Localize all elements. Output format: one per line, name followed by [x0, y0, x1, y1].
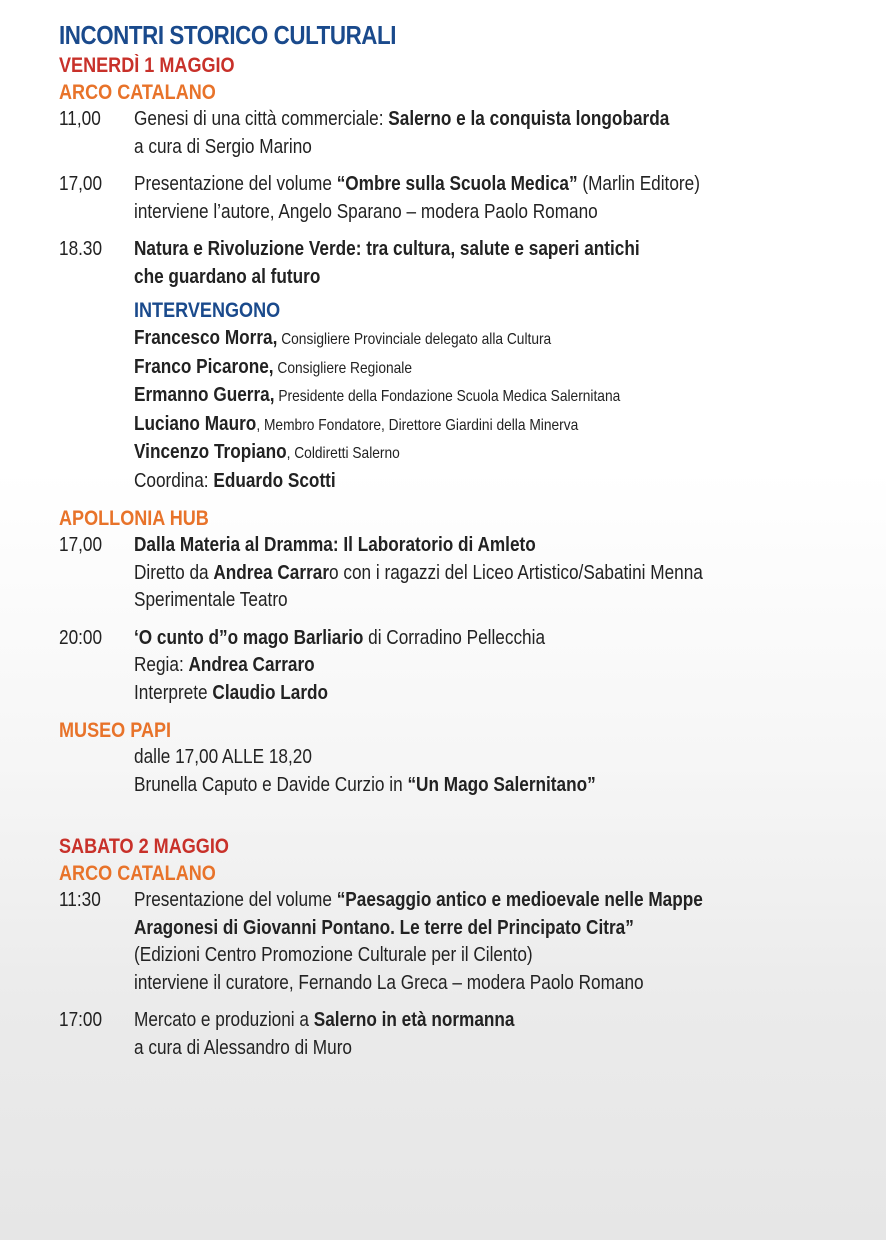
coordinator-label: Coordina:: [134, 469, 214, 492]
event-text: Regia:: [134, 654, 189, 676]
speaker-role: Consigliere Regionale: [273, 359, 413, 377]
event-item: [59, 106, 859, 161]
event-text: o con i ragazzi del Liceo Artistico/Sabatini Menna: [329, 561, 703, 584]
event-line: interviene il curatore, Fernando La Greca – modera Paolo Romano: [134, 971, 644, 994]
event-time: 17,00: [59, 534, 103, 556]
event-title: Aragonesi di Giovanni Pontano. Le terre del Principato Citra”: [134, 916, 634, 939]
event-text: Presentazione del volume: [134, 889, 337, 911]
speakers-heading: INTERVENGONO: [134, 299, 281, 322]
event-line: [134, 887, 758, 915]
speaker: [134, 354, 758, 383]
event-line: [134, 625, 758, 653]
coordinator: [134, 468, 758, 496]
event-title: “Un Mago Salernitano”: [407, 773, 596, 796]
event-item: [59, 744, 859, 799]
event-line: [134, 680, 758, 708]
event-time: 20:00: [59, 626, 103, 649]
event-line: [134, 652, 758, 680]
event-description: [134, 887, 859, 997]
event-line: (Edizioni Centro Promozione Culturale per il Cilento): [134, 944, 533, 966]
event-title: ‘O cunto d”o mago Barliario: [134, 626, 364, 649]
event-line: [134, 1007, 758, 1035]
event-time: [59, 744, 124, 799]
event-line: interviene l’autore, Angelo Sparano – modera Paolo Romano: [134, 200, 598, 223]
performer-name: Claudio Lardo: [212, 681, 329, 704]
speaker: [134, 382, 758, 411]
event-text: Presentazione del volume: [134, 173, 337, 195]
event-title: “Paesaggio antico e medioevale nelle Mappe: [336, 889, 703, 911]
page-title: INCONTRI STORICO CULTURALI: [59, 20, 397, 50]
speaker-name: Francesco Morra,: [134, 327, 278, 349]
event-line: [134, 106, 758, 134]
event-title: che guardano al futuro: [134, 265, 321, 288]
event-time: 18.30: [59, 238, 103, 260]
speaker: [134, 439, 758, 468]
event-description: [134, 106, 859, 161]
event-item: [59, 887, 859, 997]
day-heading: SABATO 2 MAGGIO: [59, 835, 229, 858]
event-line: a cura di Alessandro di Muro: [134, 1036, 352, 1059]
event-description: [134, 532, 859, 615]
program-page: [59, 18, 859, 1072]
director-name: Andrea Carrar: [213, 561, 330, 584]
event-text: Interprete: [134, 681, 213, 704]
speaker-name: Vincenzo Tropiano: [134, 441, 287, 463]
speaker: [134, 325, 758, 354]
speaker-name: Franco Picarone,: [134, 355, 274, 378]
event-line: [134, 560, 758, 588]
event-description: [134, 236, 859, 495]
event-line: [134, 171, 758, 199]
venue-heading: ARCO CATALANO: [59, 862, 216, 885]
event-text: di Corradino Pellecchia: [363, 626, 546, 649]
venue-heading: ARCO CATALANO: [59, 81, 216, 104]
event-time: 11:30: [59, 889, 101, 911]
event-item: [59, 236, 859, 495]
speaker: [134, 411, 758, 440]
event-title: Salerno e la conquista longobarda: [388, 108, 670, 130]
speaker-role: , Membro Fondatore, Direttore Giardini della Minerva: [256, 416, 579, 434]
speaker-name: Luciano Mauro: [134, 412, 257, 435]
event-item: [59, 625, 859, 708]
event-time: 11,00: [59, 108, 101, 130]
event-title: Salerno in età normanna: [313, 1009, 515, 1031]
spacer: [59, 809, 859, 833]
speaker-name: Ermanno Guerra,: [134, 384, 275, 406]
event-text: (Marlin Editore): [577, 173, 700, 195]
event-description: [134, 171, 859, 226]
speaker-role: , Coldiretti Salerno: [286, 445, 400, 462]
event-item: [59, 1007, 859, 1062]
coordinator-name: Eduardo Scotti: [213, 469, 336, 492]
event-title: “Ombre sulla Scuola Medica”: [336, 173, 578, 195]
event-line: a cura di Sergio Marino: [134, 135, 312, 158]
event-item: [59, 171, 859, 226]
event-description: [134, 1007, 859, 1062]
speaker-role: Presidente della Fondazione Scuola Medica Salernitana: [274, 388, 621, 405]
speaker-role: Consigliere Provinciale delegato alla Cultura: [277, 331, 552, 348]
event-text: Diretto da: [134, 561, 214, 584]
event-text: Brunella Caputo e Davide Curzio in: [134, 773, 408, 796]
event-description: [134, 744, 859, 799]
event-line: Sperimentale Teatro: [134, 589, 288, 611]
event-text: Mercato e produzioni a: [134, 1009, 314, 1031]
day-heading: VENERDÌ 1 MAGGIO: [59, 54, 235, 77]
event-line: [134, 772, 758, 800]
event-line: dalle 17,00 ALLE 18,20: [134, 746, 312, 768]
director-name: Andrea Carraro: [188, 654, 315, 676]
event-title: Dalla Materia al Dramma: Il Laboratorio di Amleto: [134, 534, 536, 556]
event-title: Natura e Rivoluzione Verde: tra cultura, salute e saperi antichi: [134, 238, 640, 260]
event-text: Genesi di una città commerciale:: [134, 108, 389, 130]
venue-heading: MUSEO PAPI: [59, 719, 172, 742]
event-description: [134, 625, 859, 708]
event-time: 17:00: [59, 1009, 103, 1031]
event-item: [59, 532, 859, 615]
venue-heading: APOLLONIA HUB: [59, 507, 209, 530]
event-time: 17,00: [59, 173, 103, 195]
